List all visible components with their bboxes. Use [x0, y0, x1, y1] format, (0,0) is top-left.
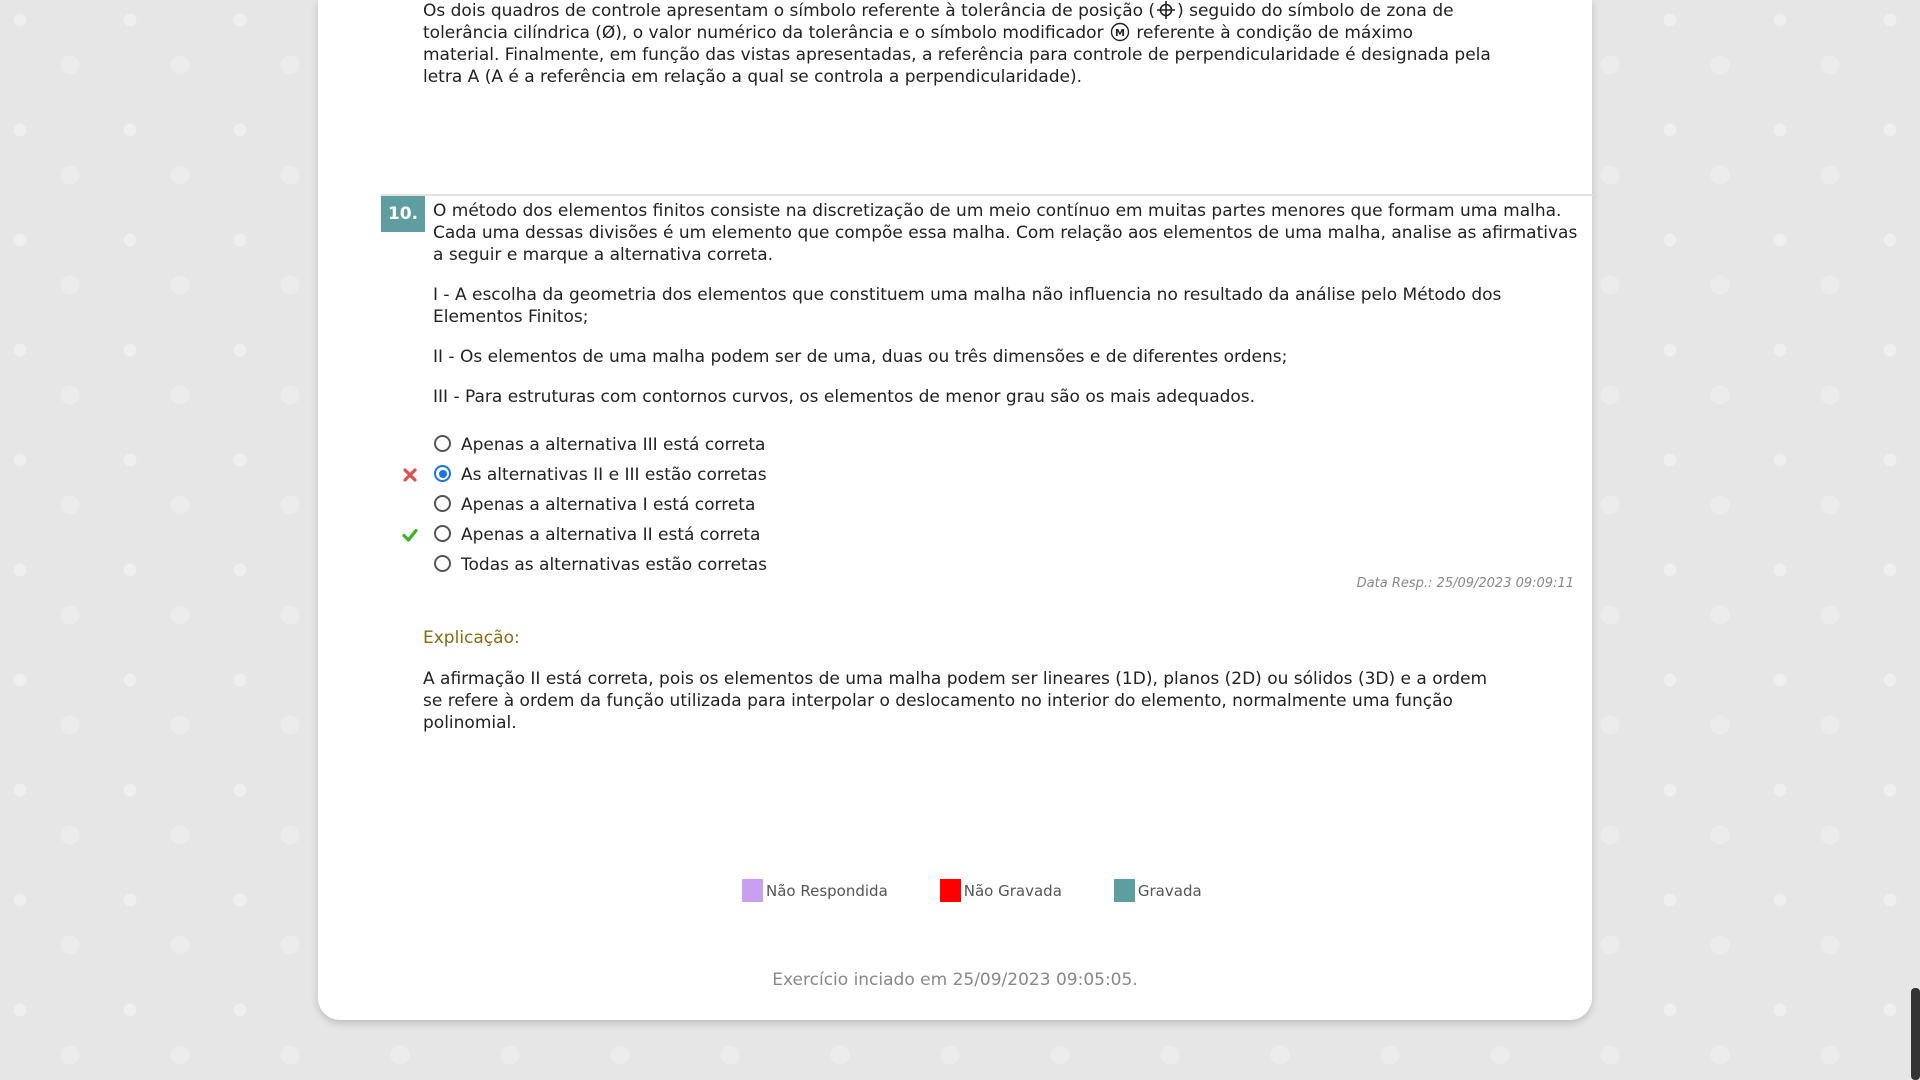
answer-option[interactable]: [381, 520, 1593, 550]
correct-answer-icon: [402, 527, 418, 543]
legend-item-not-answered: [742, 879, 888, 902]
option-label[interactable]: Apenas a alternativa II está correta: [461, 525, 761, 545]
status-legend: [742, 879, 1254, 902]
option-label[interactable]: Apenas a alternativa III está correta: [461, 435, 766, 455]
answer-date: Data Resp.: 25/09/2023 09:09:11: [1356, 576, 1574, 591]
explanation-text: A afirmação II está correta, pois os elementos de uma malha podem ser lineares (1D), planos (2D) ou sólidos (3D) e a ordem se refere à ordem da função utilizada para interpolar o deslocamento no interior do elemento, normalmente uma função polinomial.: [423, 669, 1488, 733]
option-radio[interactable]: [434, 435, 451, 452]
option-radio[interactable]: [434, 555, 451, 572]
answer-option[interactable]: [381, 430, 1593, 460]
exercise-card: [318, 0, 1592, 1020]
wrong-answer-icon: [402, 467, 418, 483]
legend-label: Gravada: [1137, 881, 1202, 900]
option-label[interactable]: Apenas a alternativa I está correta: [461, 495, 756, 515]
svg-text:M: M: [1114, 28, 1125, 39]
question-number-badge: 10.: [381, 196, 425, 232]
answer-option[interactable]: [381, 490, 1593, 520]
option-radio[interactable]: [434, 525, 451, 542]
question-divider: [381, 194, 1593, 196]
legend-item-not-saved: [940, 879, 1062, 902]
maximum-material-condition-icon: [1110, 22, 1130, 42]
legend-swatch: [742, 879, 763, 902]
legend-label: Não Respondida: [766, 881, 888, 900]
legend-swatch: [1114, 879, 1135, 902]
legend-item-saved: [1114, 879, 1202, 902]
scrollbar-thumb[interactable]: [1911, 988, 1920, 1080]
legend-label: Não Gravada: [963, 881, 1062, 900]
question-item: II - Os elementos de uma malha podem ser de uma, duas ou três dimensões e de diferentes ordens;: [433, 347, 1288, 367]
previous-explanation-text: Os dois quadros de controle apresentam o símbolo referente à tolerância de posição ( ) seguido do símbolo de zona de tolerância cilíndrica (Ø), o valor numérico da tolerância e o símbolo modificador M referente à condição de máximo material. Finalmente, em função das vistas apresentadas, a referência para controle de perpendicularidade é designada pela letra A (A é a referência em relação a qual se controla a perpendicularidade).: [423, 1, 1491, 87]
position-tolerance-icon: [1156, 0, 1176, 20]
answer-option[interactable]: [381, 460, 1593, 490]
explanation-title: Explicação:: [423, 628, 520, 648]
option-label[interactable]: As alternativas II e III estão corretas: [461, 465, 767, 485]
question-content: [433, 200, 1593, 426]
question-item: III - Para estruturas com contornos curvos, os elementos de menor grau são os mais adequados.: [433, 387, 1256, 407]
legend-swatch: [940, 879, 961, 902]
answer-options: [381, 430, 1593, 580]
question-statement: O método dos elementos finitos consiste na discretização de um meio contínuo em muitas partes menores que formam uma malha. Cada uma dessas divisões é um elemento que compõe essa malha. Com relação aos elementos de uma malha, analise as afirmativas a seguir e marque a alternativa correta.: [433, 201, 1578, 265]
exercise-started-text: Exercício inciado em 25/09/2023 09:05:05.: [772, 970, 1138, 990]
option-label[interactable]: Todas as alternativas estão corretas: [461, 555, 767, 575]
option-radio[interactable]: [434, 465, 451, 482]
option-radio[interactable]: [434, 495, 451, 512]
question-item: I - A escolha da geometria dos elementos que constituem uma malha não influencia no resultado da análise pelo Método dos Elementos Finitos;: [433, 285, 1502, 327]
